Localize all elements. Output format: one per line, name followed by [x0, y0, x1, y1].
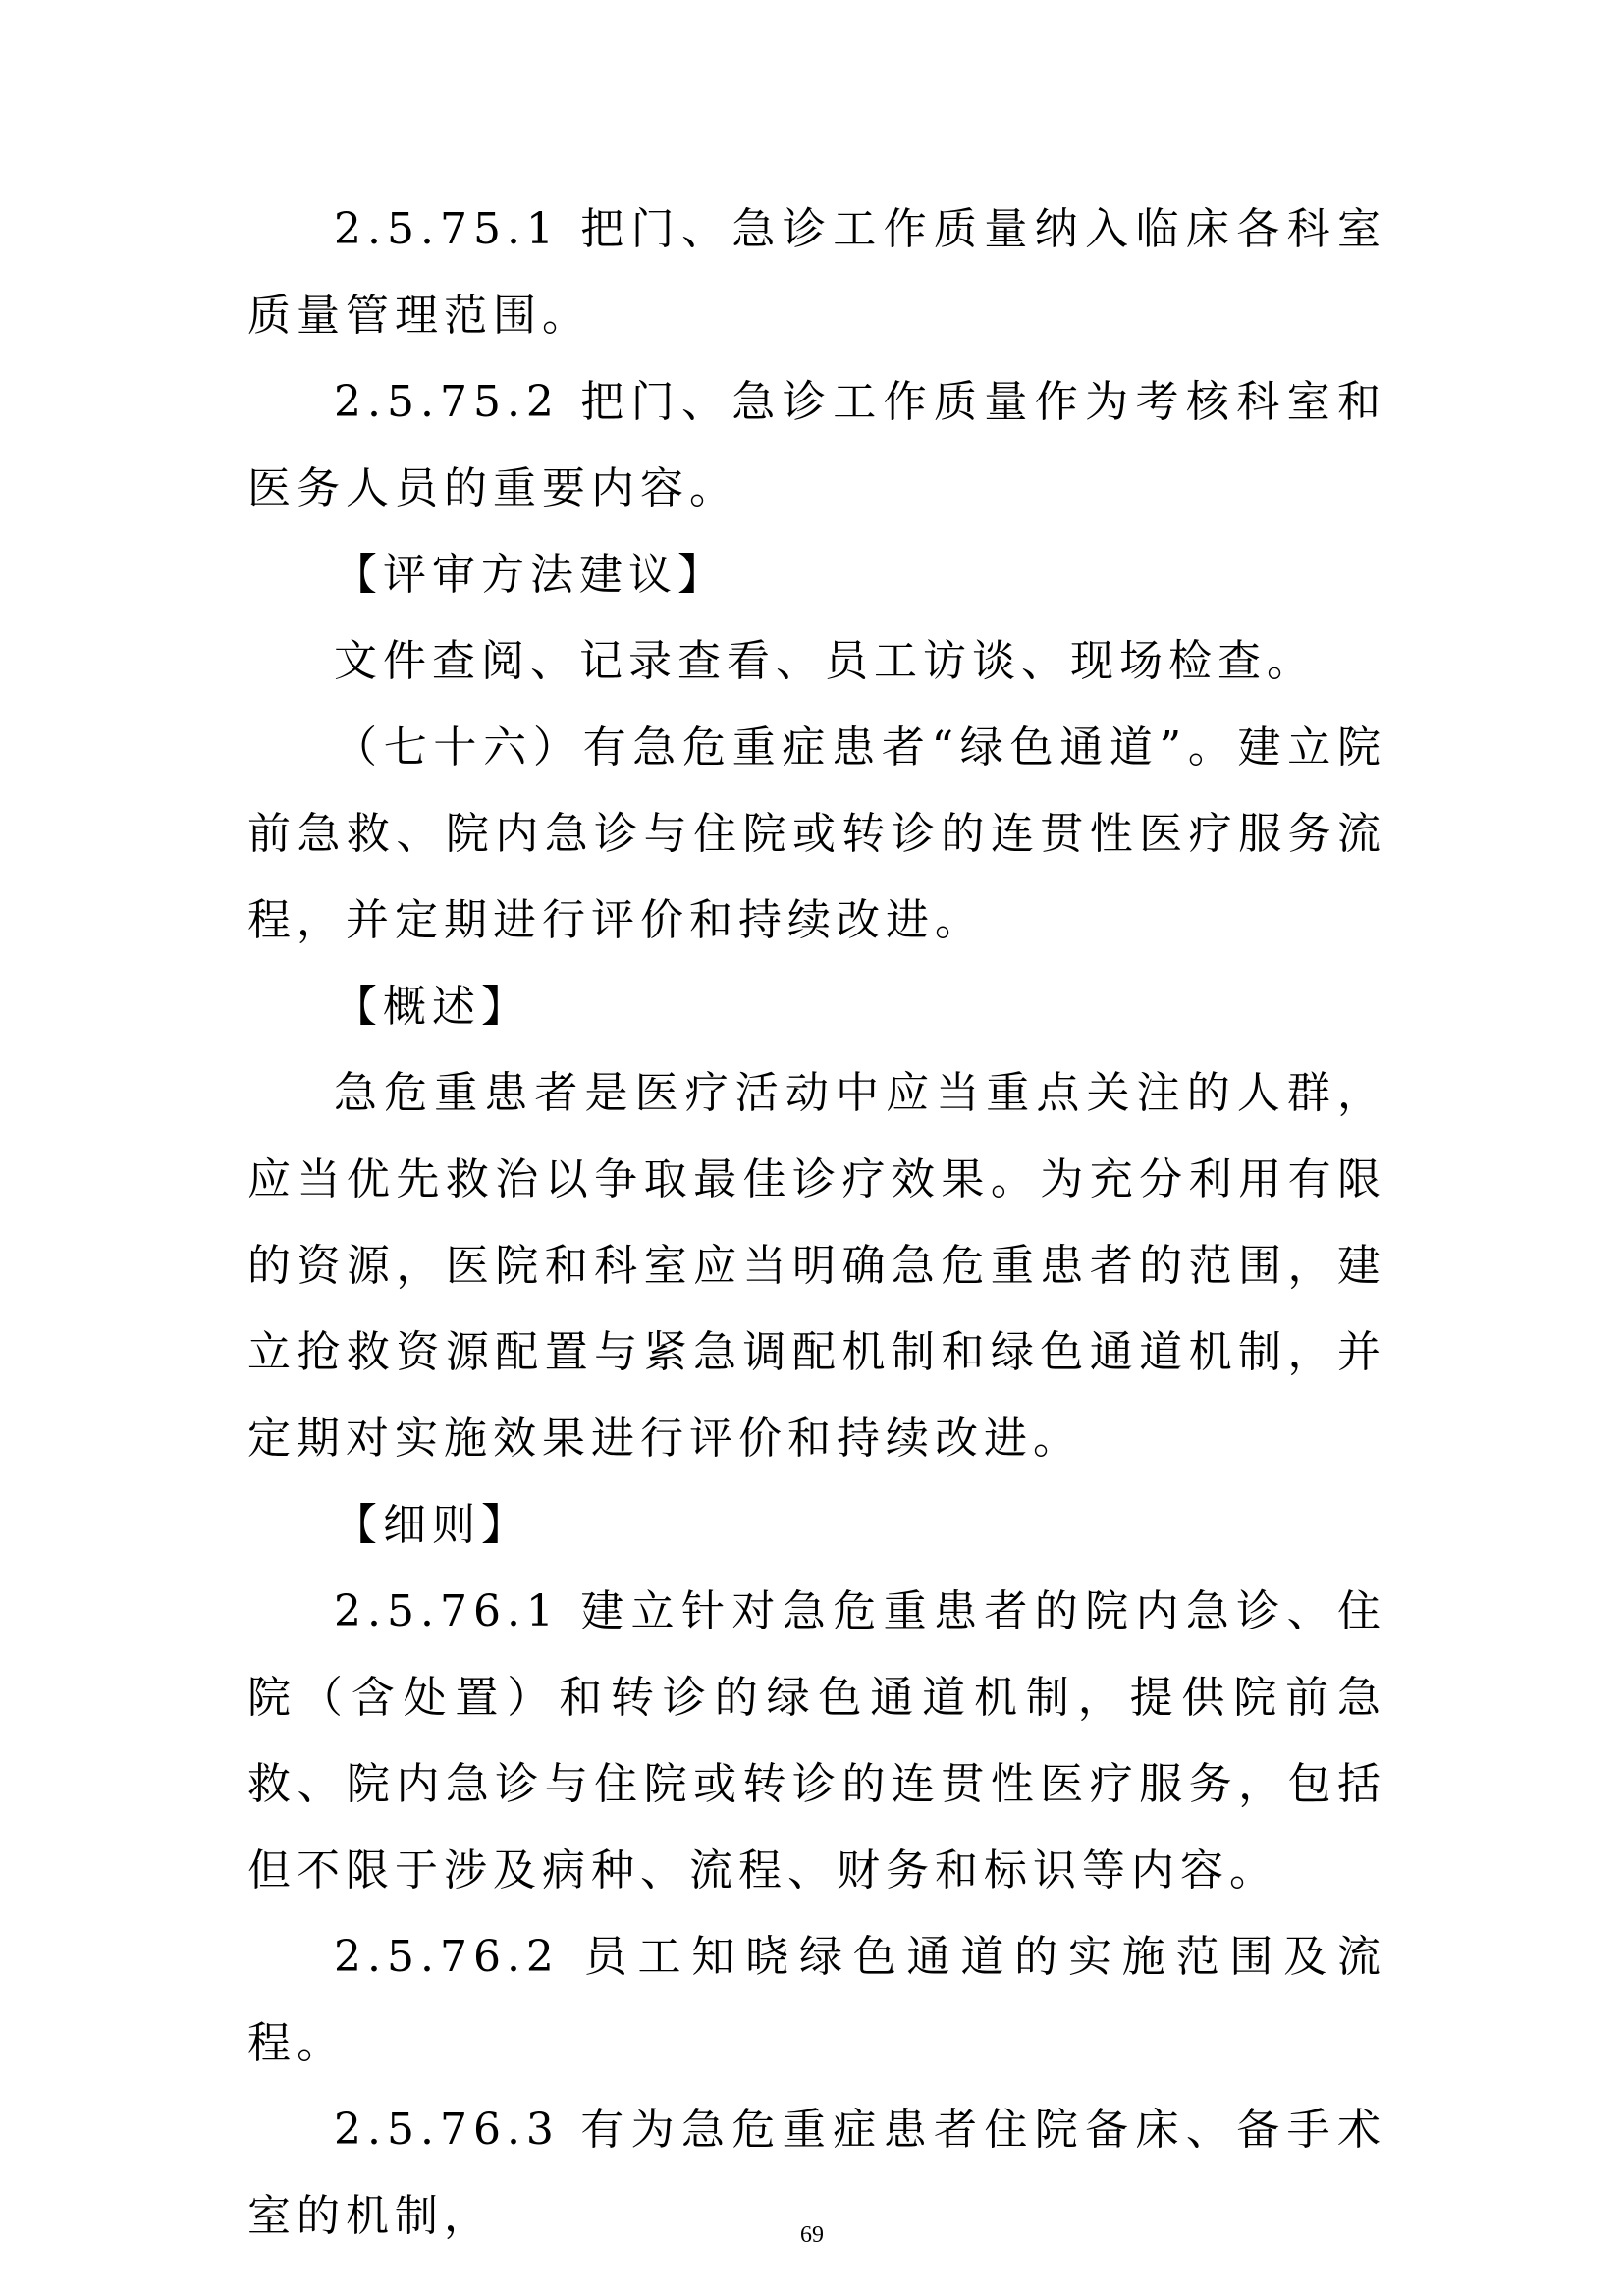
section-heading-review-methods: 【评审方法建议】	[334, 550, 727, 600]
overview-text: 急危重患者是医疗活动中应当重点关注的人群，应当优先救治以争取最佳诊疗效果。为充分利用有限的资源，医院和科室应当明确急危重患者的范围，建立抢救资源配置与紧急调配机制和绿色通道机制，并定期对实施效果进行评价和持续改进。	[247, 1068, 1386, 1464]
page-number: 69	[800, 2222, 824, 2248]
section-heading-overview: 【概述】	[334, 982, 530, 1032]
clause-2-5-75-1: 2.5.75.1 把门、急诊工作质量纳入临床各科室质量管理范围。	[247, 204, 1386, 341]
review-methods-text: 文件查阅、记录查看、员工访谈、现场检查。	[334, 636, 1316, 686]
section-heading-rules: 【细则】	[334, 1500, 530, 1550]
document-body	[247, 187, 1386, 2260]
clause-2-5-76-3: 2.5.76.3 有为急危重症患者住院备床、备手术室的机制，	[247, 2105, 1386, 2241]
clause-2-5-76-1: 2.5.76.1 建立针对急危重患者的院内急诊、住院（含处置）和转诊的绿色通道机制，提供院前急救、院内急诊与住院或转诊的连贯性医疗服务，包括但不限于涉及病种、流程、财务和标识等内容。	[247, 1586, 1386, 1896]
clause-2-5-75-2: 2.5.75.2 把门、急诊工作质量作为考核科室和医务人员的重要内容。	[247, 377, 1386, 513]
clause-2-5-76-2: 2.5.76.2 员工知晓绿色通道的实施范围及流程。	[247, 1932, 1386, 2068]
standard-76-statement: （七十六）有急危重症患者“绿色通道”。建立院前急救、院内急诊与住院或转诊的连贯性医疗服务流程，并定期进行评价和持续改进。	[247, 722, 1386, 945]
